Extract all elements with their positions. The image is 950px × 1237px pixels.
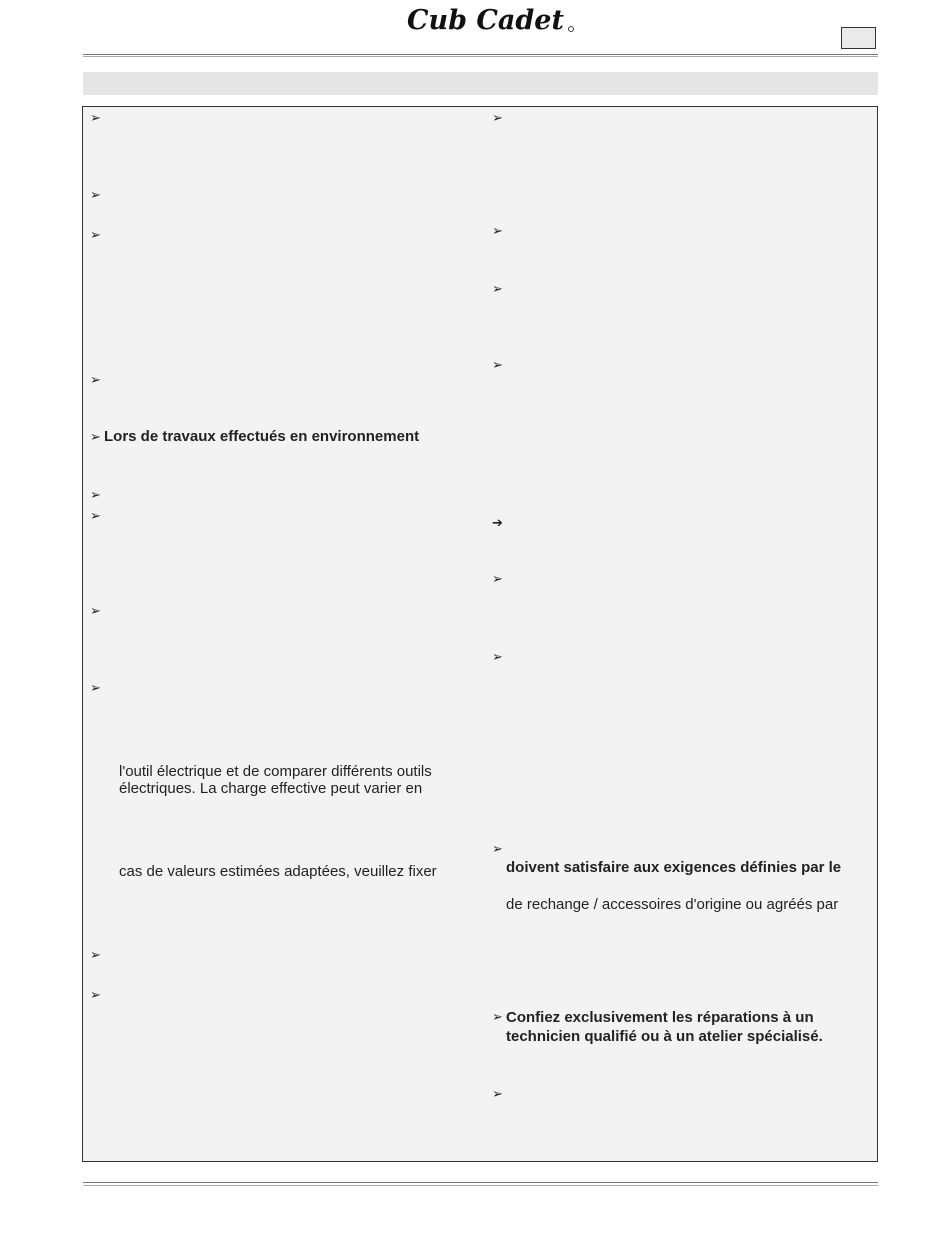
bullet-icon: ➢ <box>90 604 101 619</box>
cub-cadet-logo <box>405 4 575 36</box>
left-paragraph-line-3: cas de valeurs estimées adaptées, veuillez fixer <box>119 863 437 880</box>
header-rule <box>83 54 878 55</box>
bullet-icon: ➢ <box>90 988 101 1003</box>
bullet-icon: ➢ <box>90 430 101 445</box>
bullet-icon: ➢ <box>492 224 503 239</box>
safety-instructions-box <box>82 106 878 1162</box>
bullet-icon: ➢ <box>90 228 101 243</box>
bullet-icon: ➢ <box>492 111 503 126</box>
bullet-icon: ➢ <box>90 488 101 503</box>
bullet-icon: ➢ <box>492 282 503 297</box>
right-paragraph-line-1: de rechange / accessoires d'origine ou agréés par <box>506 896 839 913</box>
bullet-icon: ➢ <box>492 1087 503 1102</box>
right-arrow-icon: ➔ <box>492 516 503 531</box>
left-paragraph-line-2: électriques. La charge effective peut varier en <box>119 780 423 797</box>
bullet-icon: ➢ <box>492 650 503 665</box>
right-bold-line-3: technicien qualifié ou à un atelier spécialisé. <box>506 1028 823 1045</box>
page-number-box <box>841 27 876 49</box>
footer-rule <box>83 1182 878 1183</box>
footer-rule-secondary <box>83 1185 878 1186</box>
right-bold-line-1: doivent satisfaire aux exigences définies par le <box>506 859 842 876</box>
bullet-icon: ➢ <box>90 373 101 388</box>
logo-text: Cub Cadet <box>407 5 564 36</box>
bullet-icon: ➢ <box>492 1010 503 1025</box>
left-paragraph-line-1: l'outil électrique et de comparer différents outils <box>119 763 432 780</box>
section-header-bar <box>83 72 878 95</box>
bullet-icon: ➢ <box>90 509 101 524</box>
bullet-icon: ➢ <box>90 948 101 963</box>
bullet-icon: ➢ <box>90 111 101 126</box>
bullet-icon: ➢ <box>90 188 101 203</box>
bullet-icon: ➢ <box>492 358 503 373</box>
bullet-icon: ➢ <box>492 842 503 857</box>
bullet-icon: ➢ <box>492 572 503 587</box>
bullet-icon: ➢ <box>90 681 101 696</box>
left-bold-line-1: Lors de travaux effectués en environnement <box>104 428 420 445</box>
right-bold-line-2: Confiez exclusivement les réparations à un <box>506 1009 814 1026</box>
header-rule-secondary <box>83 56 878 57</box>
